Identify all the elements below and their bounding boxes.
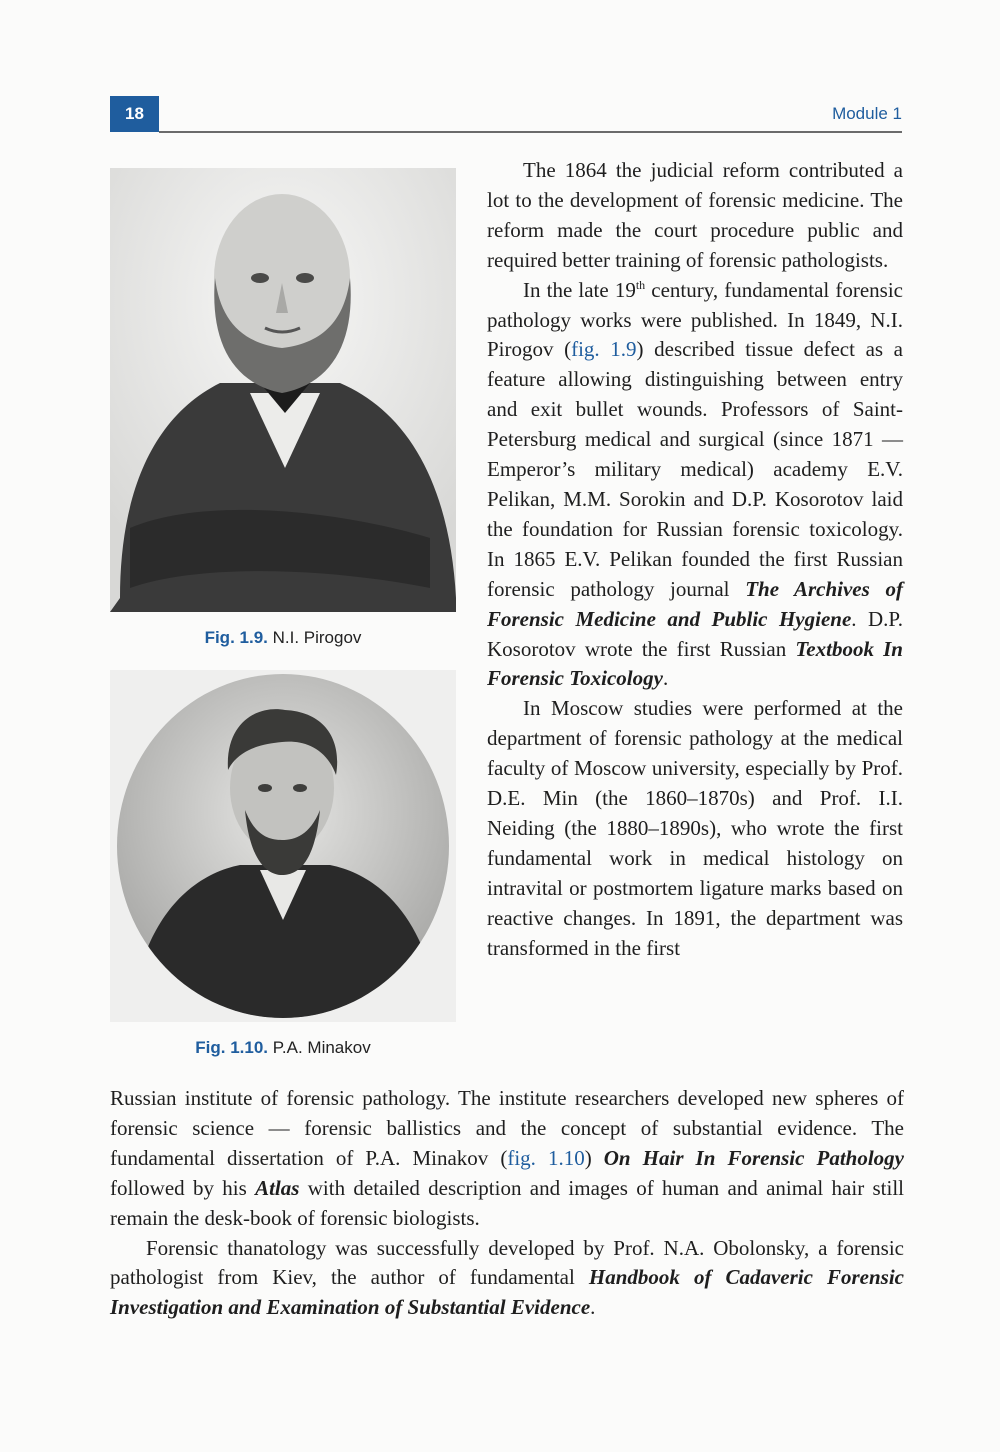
figure-label: Fig. 1.9.: [204, 628, 268, 647]
page-number: 18: [110, 96, 159, 132]
figure-caption-1-10: [110, 1038, 456, 1058]
text-column: [487, 156, 903, 963]
paragraph: Russian institute of forensic pathology. The institute researchers developed new spheres of forensic science — forensic ballistics and the concept of substantial evidence. The fundamental dissertation of P.A. Minakov (fig. 1.10) On Hair In Forensic Pathology followed by his Atlas with detailed description and images of human and animal hair still remain the desk-book of forensic biologists.: [110, 1086, 905, 1230]
module-title: Module 1: [832, 104, 902, 123]
figure-caption-text: N.I. Pirogov: [272, 628, 362, 647]
paragraph: In the late 19th century, fundamental forensic pathology works were published. In 1849, N.I. Pirogov (fig. 1.9) described tissue defect as a feature allowing distinguishing between entry and exit bullet wounds. Professors of Saint-Petersburg medical and surgical (since 1871 — Emperor’s military medical) academy E.V. Pelikan, M.M. Sorokin and D.P. Kosorotov laid the foundation for Russian forensic toxicology. In 1865 E.V. Pelikan founded the first Russian forensic pathology journal The Archives of Forensic Medicine and Public Hygiene. D.P. Kosorotov wrote the first Russian Textbook In Forensic Toxicology.: [487, 277, 903, 691]
paragraph: Forensic thanatology was successfully developed by Prof. N.A. Obolonsky, a forensic pathologist from Kiev, the author of fundamental Handbook of Cadaveric Forensic Investigation and Examination of Substantial Evidence.: [110, 1235, 904, 1320]
paragraph: In Moscow studies were performed at the department of forensic pathology at the medical faculty of Moscow university, especially by Prof. D.E. Min (the 1860–1870s) and Prof. I.I. Neiding (the 1880–1890s), who wrote the first fundamental work in medical histology on intravital or postmortem ligature marks based on reactive changes. In 1891, the department was transformed in the first: [487, 696, 903, 960]
text-full-width: [110, 1084, 904, 1323]
figure-link[interactable]: fig. 1.9: [571, 337, 637, 362]
paragraph: The 1864 the judicial reform contributed a lot to the development of forensic medicine. The reform made the court procedure public and required better training of forensic pathologists.: [487, 158, 903, 272]
portrait-pirogov: [110, 168, 456, 612]
figure-caption-text: P.A. Minakov: [272, 1038, 371, 1057]
portrait-minakov: [110, 670, 456, 1022]
figure-caption-1-9: [110, 628, 456, 648]
figure-link[interactable]: fig. 1.10: [507, 1145, 585, 1170]
header-rule: [159, 131, 902, 133]
figure-label: Fig. 1.10.: [195, 1038, 269, 1057]
